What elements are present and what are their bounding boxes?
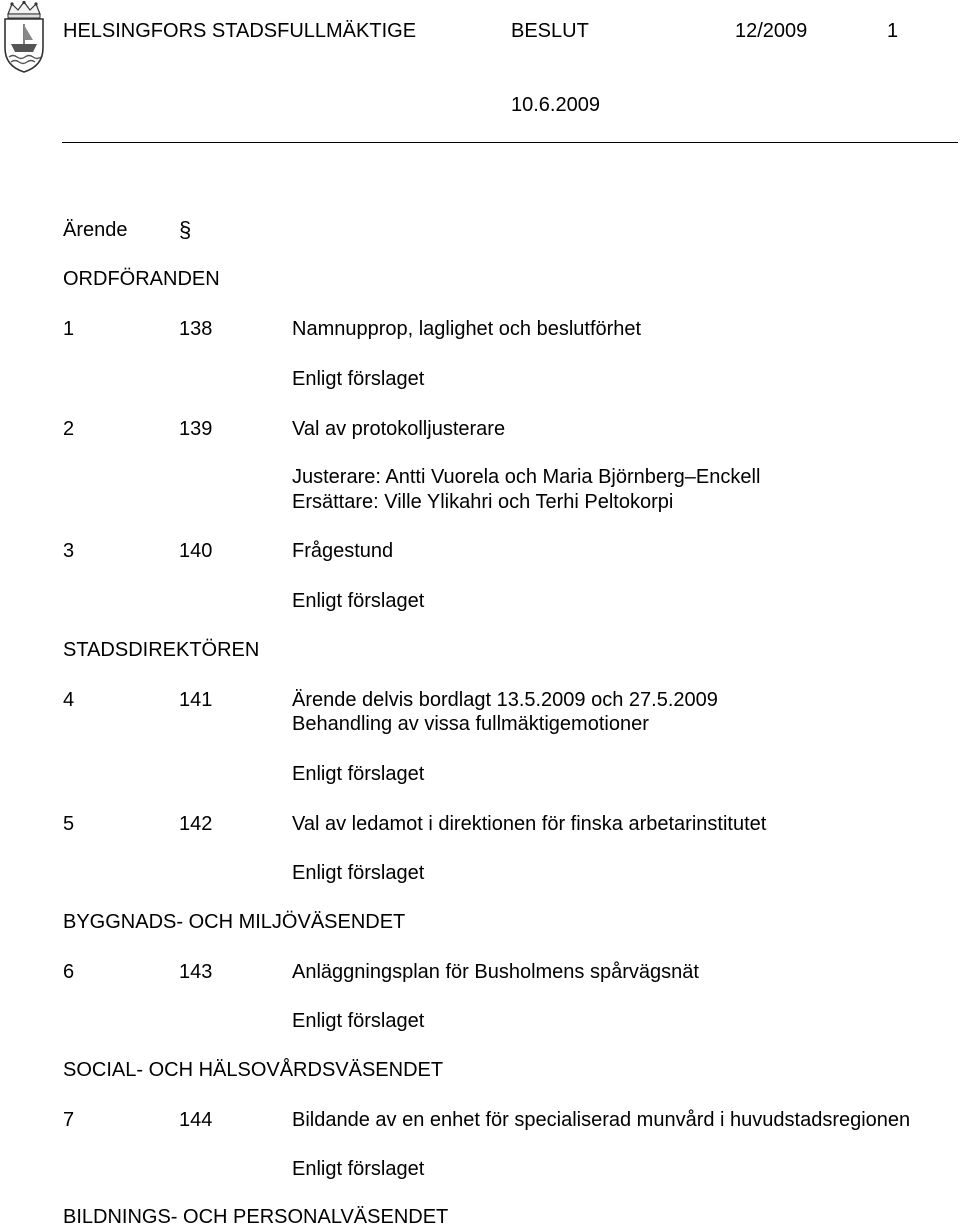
header-org: HELSINGFORS STADSFULLMÄKTIGE (63, 20, 417, 42)
header-number: 12/2009 (735, 20, 808, 42)
heading-paragraph-symbol: § (179, 217, 192, 242)
item-number: 1 (63, 318, 75, 340)
header-doc-type: BESLUT (511, 20, 589, 42)
section-title: ORDFÖRANDEN (63, 268, 220, 290)
item-decision: Enligt förslaget (292, 763, 425, 785)
item-title: Val av protokolljusterare (292, 418, 506, 440)
item-number: 2 (63, 418, 75, 440)
item-number: 5 (63, 813, 75, 835)
section-title: BILDNINGS- OCH PERSONALVÄSENDET (63, 1206, 449, 1228)
item-decision: Ersättare: Ville Ylikahri och Terhi Peltokorpi (292, 491, 674, 513)
header-date: 10.6.2009 (511, 94, 600, 116)
item-title: Namnupprop, laglighet och beslutförhet (292, 318, 642, 340)
header-page-number: 1 (887, 20, 899, 42)
item-title: Anläggningsplan för Busholmens spårvägsnät (292, 961, 699, 983)
item-number: 6 (63, 961, 75, 983)
item-decision: Justerare: Antti Vuorela och Maria Björnberg–Enckell (292, 466, 761, 488)
item-paragraph: 139 (179, 418, 213, 440)
item-decision: Enligt förslaget (292, 1010, 425, 1032)
section-title: STADSDIREKTÖREN (63, 639, 260, 661)
item-paragraph: 138 (179, 318, 213, 340)
item-title: Behandling av vissa fullmäktigemotioner (292, 713, 649, 735)
item-paragraph: 141 (179, 689, 213, 711)
item-decision: Enligt förslaget (292, 1158, 425, 1180)
section-title: BYGGNADS- OCH MILJÖVÄSENDET (63, 911, 406, 933)
heading-arende: Ärende (63, 219, 128, 241)
section-title: SOCIAL- OCH HÄLSOVÅRDSVÄSENDET (63, 1059, 444, 1081)
item-number: 7 (63, 1109, 75, 1131)
item-paragraph: 143 (179, 961, 213, 983)
item-number: 3 (63, 540, 75, 562)
item-decision: Enligt förslaget (292, 590, 425, 612)
item-number: 4 (63, 689, 75, 711)
item-decision: Enligt förslaget (292, 862, 425, 884)
item-title: Frågestund (292, 540, 394, 562)
item-title: Bildande av en enhet för specialiserad munvård i huvudstadsregionen (292, 1109, 911, 1131)
item-paragraph: 142 (179, 813, 213, 835)
helsinki-coat-of-arms-logo (0, 0, 48, 74)
item-title: Val av ledamot i direktionen för finska arbetarinstitutet (292, 813, 767, 835)
item-paragraph: 140 (179, 540, 213, 562)
header-divider (62, 142, 958, 143)
item-title: Ärende delvis bordlagt 13.5.2009 och 27.5.2009 (292, 689, 718, 711)
item-decision: Enligt förslaget (292, 368, 425, 390)
item-paragraph: 144 (179, 1109, 213, 1131)
